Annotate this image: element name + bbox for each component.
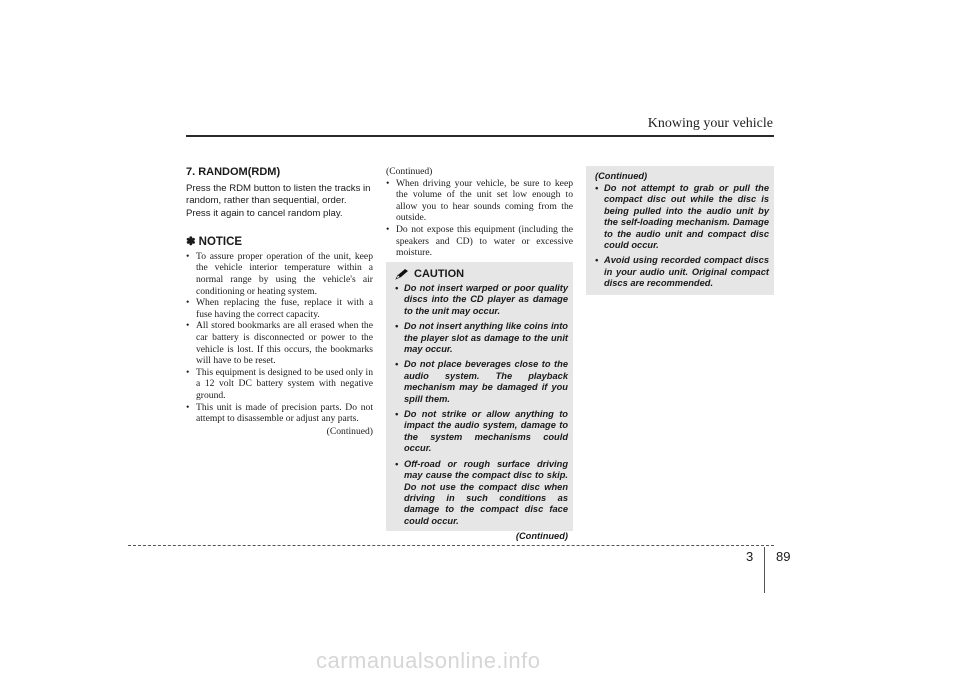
list-item: • When driving your vehicle, be sure to keep the volume of the unit set low enough to allow you to hear sounds coming from the outside. (386, 178, 573, 224)
notice-mark-icon: ✽ (186, 235, 196, 248)
list-item: • Do not expose this equipment (including the speakers and CD) to water or excessive moisture. (386, 224, 573, 259)
caution-box (386, 262, 573, 542)
continued-label: (Continued) (386, 166, 433, 177)
continued-label: (Continued) (515, 531, 568, 542)
list-item: • Off-road or rough surface driving may cause the compact disc to skip. Do not use the compact disc when driving in such conditions as damage to the compact disc face could occur. (395, 459, 568, 527)
caution-list (395, 283, 568, 527)
page-number: 89 (776, 549, 791, 564)
footer-rule (128, 545, 774, 546)
section-header-title: Knowing your vehicle (647, 116, 773, 131)
section-heading: 7. RANDOM(RDM) (186, 166, 281, 178)
list-item: • To assure proper operation of the unit, keep the vehicle interior temperature within a normal range by using the vehicle's air conditioning or heating system. (186, 251, 373, 297)
list-item: • Do not insert warped or poor quality discs into the CD player as damage to the unit may occur. (395, 283, 568, 317)
page-number-divider (764, 547, 765, 593)
watermark: carmanualsonline.info (316, 648, 541, 673)
list-item: • Do not place beverages close to the audio system. The playback mechanism may be damaged if you spill them. (395, 359, 568, 405)
notice-title: NOTICE (198, 235, 243, 248)
notice-heading (186, 234, 373, 248)
paragraph: Press it again to cancel random play. (186, 208, 343, 220)
caution-heading (395, 268, 568, 280)
list-item: • Do not strike or allow anything to impact the audio system, damage to the system mechanisms could occur. (395, 409, 568, 455)
list-item: • Do not insert anything like coins into the player slot as damage to the unit may occur. (395, 321, 568, 355)
notice-list (186, 251, 373, 425)
list-item: • This equipment is designed to be used only in a 12 volt DC battery system with negative ground. (186, 367, 373, 402)
list-item: • When replacing the fuse, replace it with a fuse having the correct capacity. (186, 297, 373, 320)
caution-title: CAUTION (414, 268, 465, 280)
column-random-play (186, 166, 373, 437)
paragraph: Press the RDM button to listen the tracks in random, rather than sequential, order. (186, 183, 371, 206)
list-item: • All stored bookmarks are all erased when the car battery is disconnected or power to the vehicle is lost. If this occurs, the bookmarks will have to be reset. (186, 320, 373, 366)
continued-label: (Continued) (595, 171, 648, 181)
caution-pencil-icon (395, 268, 409, 280)
list-item: • Do not attempt to grab or pull the compact disc out while the disc is being pulled into the audio unit by the self-loading mechanism. Damage to the audio unit and compact disc could occur. (595, 183, 769, 251)
caution-list-continued (595, 183, 769, 290)
chapter-number: 3 (746, 549, 754, 564)
notice-list-continued (386, 178, 573, 259)
continued-label: (Continued) (326, 425, 373, 437)
list-item: • Avoid using recorded compact discs in your audio unit. Original compact discs are recommended. (595, 255, 769, 289)
caution-box-continued (586, 166, 774, 295)
header-rule (186, 135, 774, 137)
list-item: • This unit is made of precision parts. Do not attempt to disassemble or adjust any parts. (186, 402, 373, 425)
column-notice-continued (386, 166, 573, 259)
